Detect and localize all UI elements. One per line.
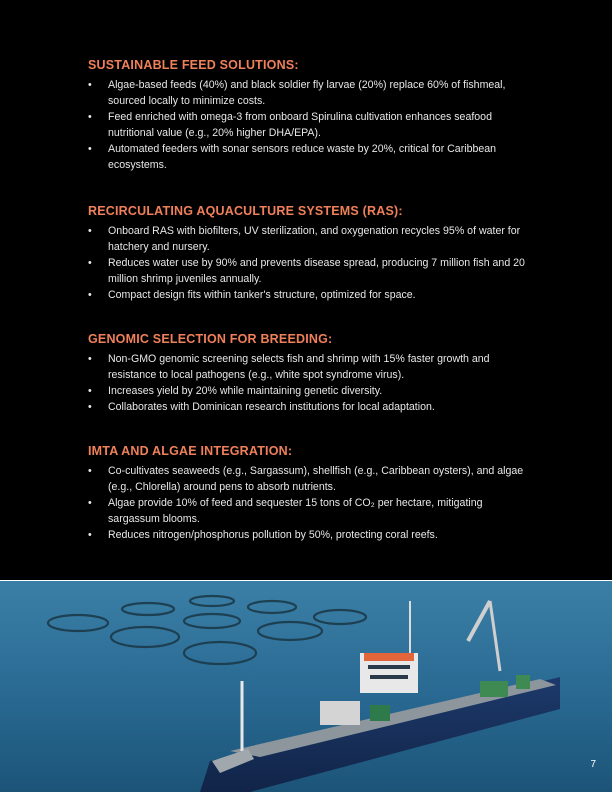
ship-illustration xyxy=(0,581,612,792)
list-item-text: Co-cultivates seaweeds (e.g., Sargassum), shellfish (e.g., Caribbean oysters), and algae (e.g., Chlorella) around pens to absorb nutrients. xyxy=(108,465,524,493)
bullet-list xyxy=(88,351,528,415)
list-item-text: Algae-based feeds (40%) and black soldier fly larvae (20%) replace 60% of fishmeal, sourced locally to minimize costs. xyxy=(108,79,506,107)
bullet-icon: • xyxy=(88,143,92,155)
list-item xyxy=(88,109,528,141)
section-genomic xyxy=(88,332,528,415)
list-item xyxy=(88,223,528,255)
list-item xyxy=(88,383,528,399)
list-item-text: Feed enriched with omega-3 from onboard Spirulina cultivation enhances seafood nutritional value (e.g., 20% higher DHA/EPA). xyxy=(108,111,492,139)
bullet-icon: • xyxy=(88,111,92,123)
list-item xyxy=(88,463,528,495)
list-item xyxy=(88,77,528,109)
list-item xyxy=(88,287,528,303)
page-number: 7 xyxy=(590,759,596,770)
section-heading: SUSTAINABLE FEED SOLUTIONS: xyxy=(88,58,299,72)
section-imta xyxy=(88,444,528,543)
list-item-text: Collaborates with Dominican research institutions for local adaptation. xyxy=(108,401,435,413)
list-item xyxy=(88,527,528,543)
list-item-text: Algae provide 10% of feed and sequester 15 tons of CO₂ per hectare, mitigating sargassum blooms. xyxy=(108,497,483,525)
section-ras xyxy=(88,204,528,303)
section-sustainable-feed xyxy=(88,58,528,173)
bullet-icon: • xyxy=(88,257,92,269)
bullet-list xyxy=(88,223,528,303)
section-heading: IMTA AND ALGAE INTEGRATION: xyxy=(88,444,293,458)
list-item xyxy=(88,399,528,415)
list-item-text: Automated feeders with sonar sensors reduce waste by 20%, critical for Caribbean ecosystems. xyxy=(108,143,497,171)
list-item-text: Compact design fits within tanker's structure, optimized for space. xyxy=(108,289,416,301)
list-item-text: Onboard RAS with biofilters, UV sterilization, and oxygenation recycles 95% of water for hatchery and nursery. xyxy=(108,225,521,253)
bullet-icon: • xyxy=(88,385,92,397)
bullet-icon: • xyxy=(88,79,92,91)
bullet-icon: • xyxy=(88,289,92,301)
bullet-icon: • xyxy=(88,529,92,541)
bullet-icon: • xyxy=(88,497,92,509)
section-heading: GENOMIC SELECTION FOR BREEDING: xyxy=(88,332,333,346)
bullet-list xyxy=(88,77,528,173)
list-item xyxy=(88,141,528,173)
list-item xyxy=(88,495,528,527)
vessel-photo xyxy=(0,581,612,792)
bullet-icon: • xyxy=(88,465,92,477)
list-item-text: Reduces nitrogen/phosphorus pollution by 50%, protecting coral reefs. xyxy=(108,529,438,541)
list-item-text: Reduces water use by 90% and prevents disease spread, producing 7 million fish and 20 million shrimp juveniles annually. xyxy=(108,257,525,285)
bullet-icon: • xyxy=(88,401,92,413)
bullet-list xyxy=(88,463,528,543)
bullet-icon: • xyxy=(88,353,92,365)
list-item xyxy=(88,351,528,383)
section-heading: RECIRCULATING AQUACULTURE SYSTEMS (RAS): xyxy=(88,204,403,218)
list-item xyxy=(88,255,528,287)
list-item-text: Increases yield by 20% while maintaining genetic diversity. xyxy=(108,385,383,397)
list-item-text: Non-GMO genomic screening selects fish and shrimp with 15% faster growth and resistance to local pathogens (e.g., white spot syndrome virus). xyxy=(108,353,490,381)
bullet-icon: • xyxy=(88,225,92,237)
